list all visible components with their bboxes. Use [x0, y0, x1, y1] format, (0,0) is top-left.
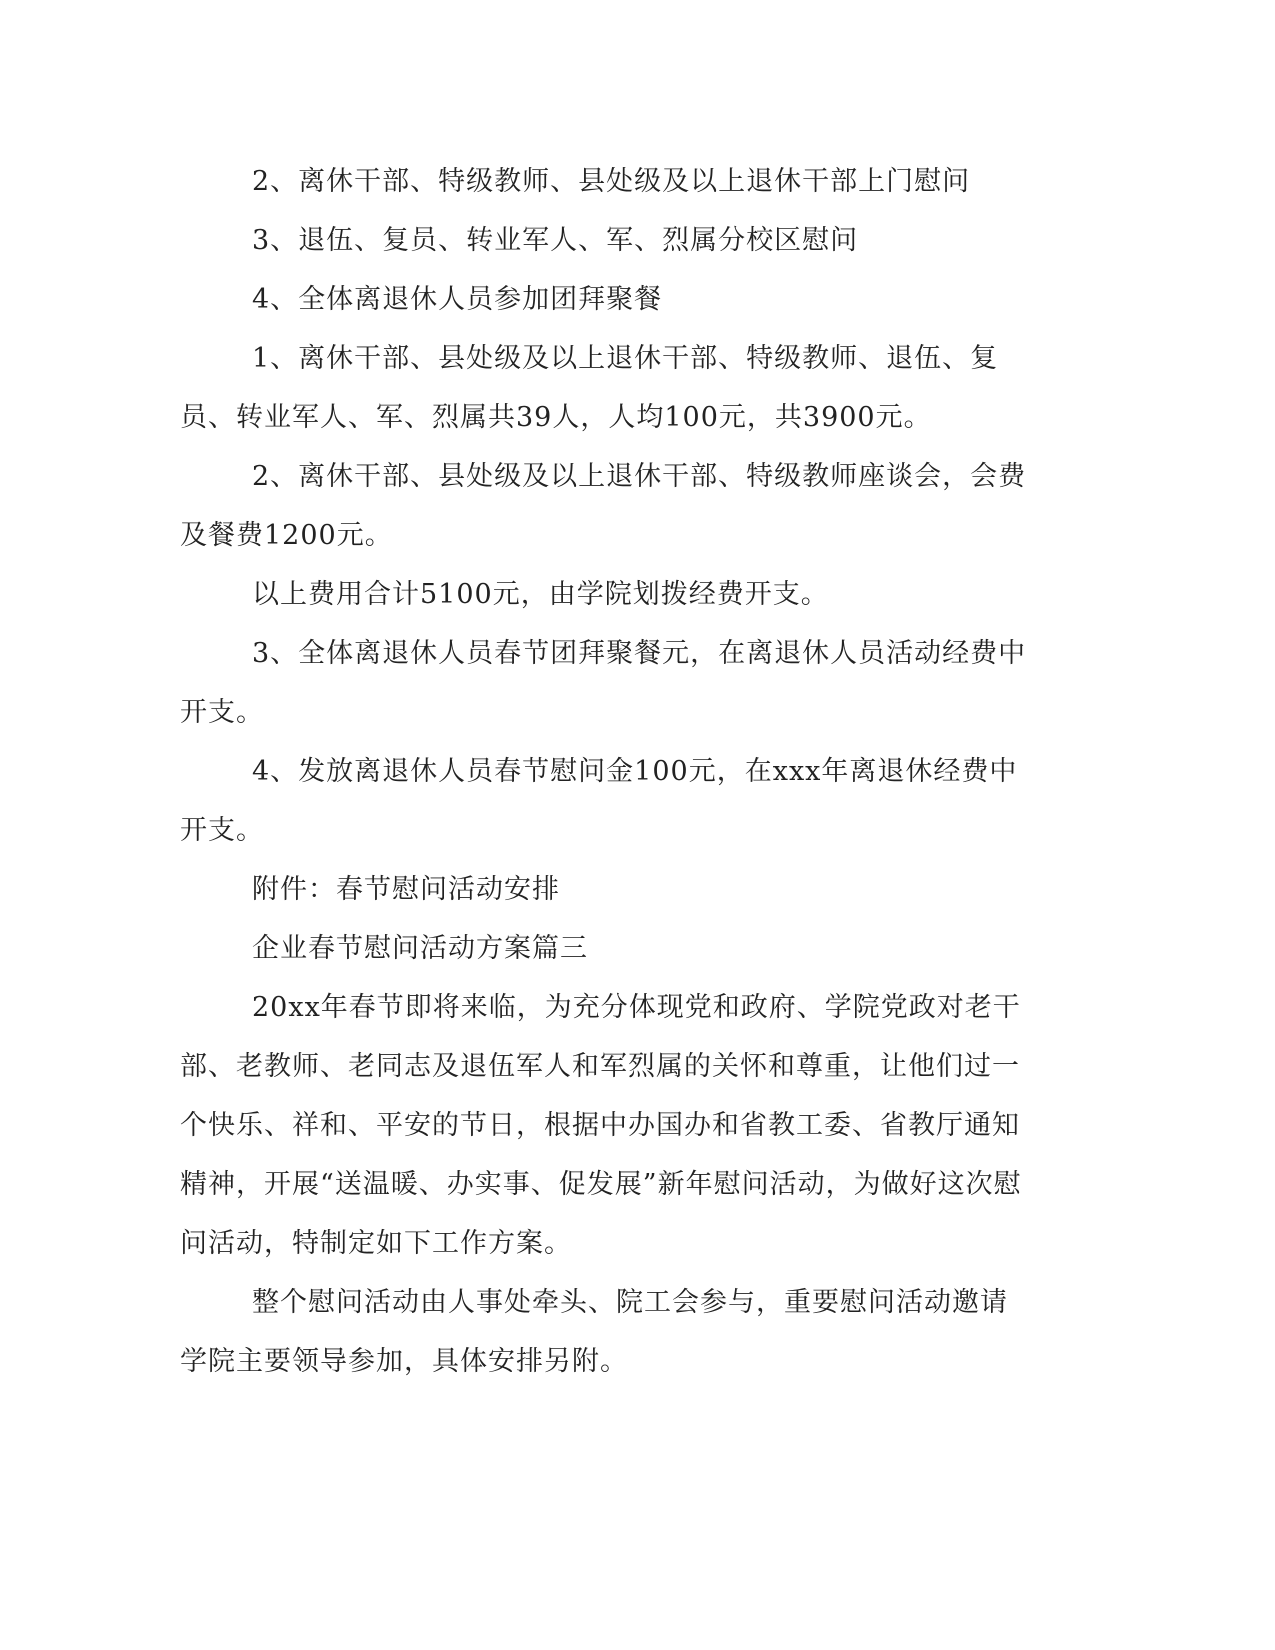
paragraph-intro: 20xx年春节即将来临，为充分体现党和政府、学院党政对老干部、老教师、老同志及退伍军人和军烈属的关怀和尊重，让他们过一个快乐、祥和、平安的节日，根据中办国办和省教工委、省教厅通知精神，开展“送温暖、办实事、促发展”新年慰问活动，为做好这次慰问活动，特制定如下工作方案。: [180, 992, 1022, 1259]
paragraph-cost-2: 2、离休干部、县处级及以上退休干部、特级教师座谈会，会费及餐费1200元。: [180, 461, 1027, 551]
paragraph-item-3-visit: 3、退伍、复员、转业军人、军、烈属分校区慰问: [252, 225, 859, 256]
paragraph-cost-1: 1、离休干部、县处级及以上退休干部、特级教师、退伍、复员、转业军人、军、烈属共39人，人均100元，共3900元。: [180, 343, 999, 433]
paragraph-cost-3: 3、全体离退休人员春节团拜聚餐元，在离退休人员活动经费中开支。: [180, 638, 1027, 728]
paragraph-item-4-banquet: 4、全体离退休人员参加团拜聚餐: [252, 284, 663, 315]
paragraph-organization: 整个慰问活动由人事处牵头、院工会参与，重要慰问活动邀请学院主要领导参加，具体安排另附。: [180, 1287, 1008, 1377]
paragraph-cost-total: 以上费用合计5100元，由学院划拨经费开支。: [252, 579, 829, 610]
paragraph-cost-4: 4、发放离退休人员春节慰问金100元，在xxx年离退休经费中开支。: [180, 756, 1018, 846]
document-body: [180, 152, 1030, 1391]
paragraph-attachment: 附件：春节慰问活动安排: [252, 874, 560, 905]
paragraph-item-2-visit: 2、离休干部、特级教师、县处级及以上退休干部上门慰问: [252, 166, 971, 197]
section-heading: 企业春节慰问活动方案篇三: [252, 933, 588, 964]
